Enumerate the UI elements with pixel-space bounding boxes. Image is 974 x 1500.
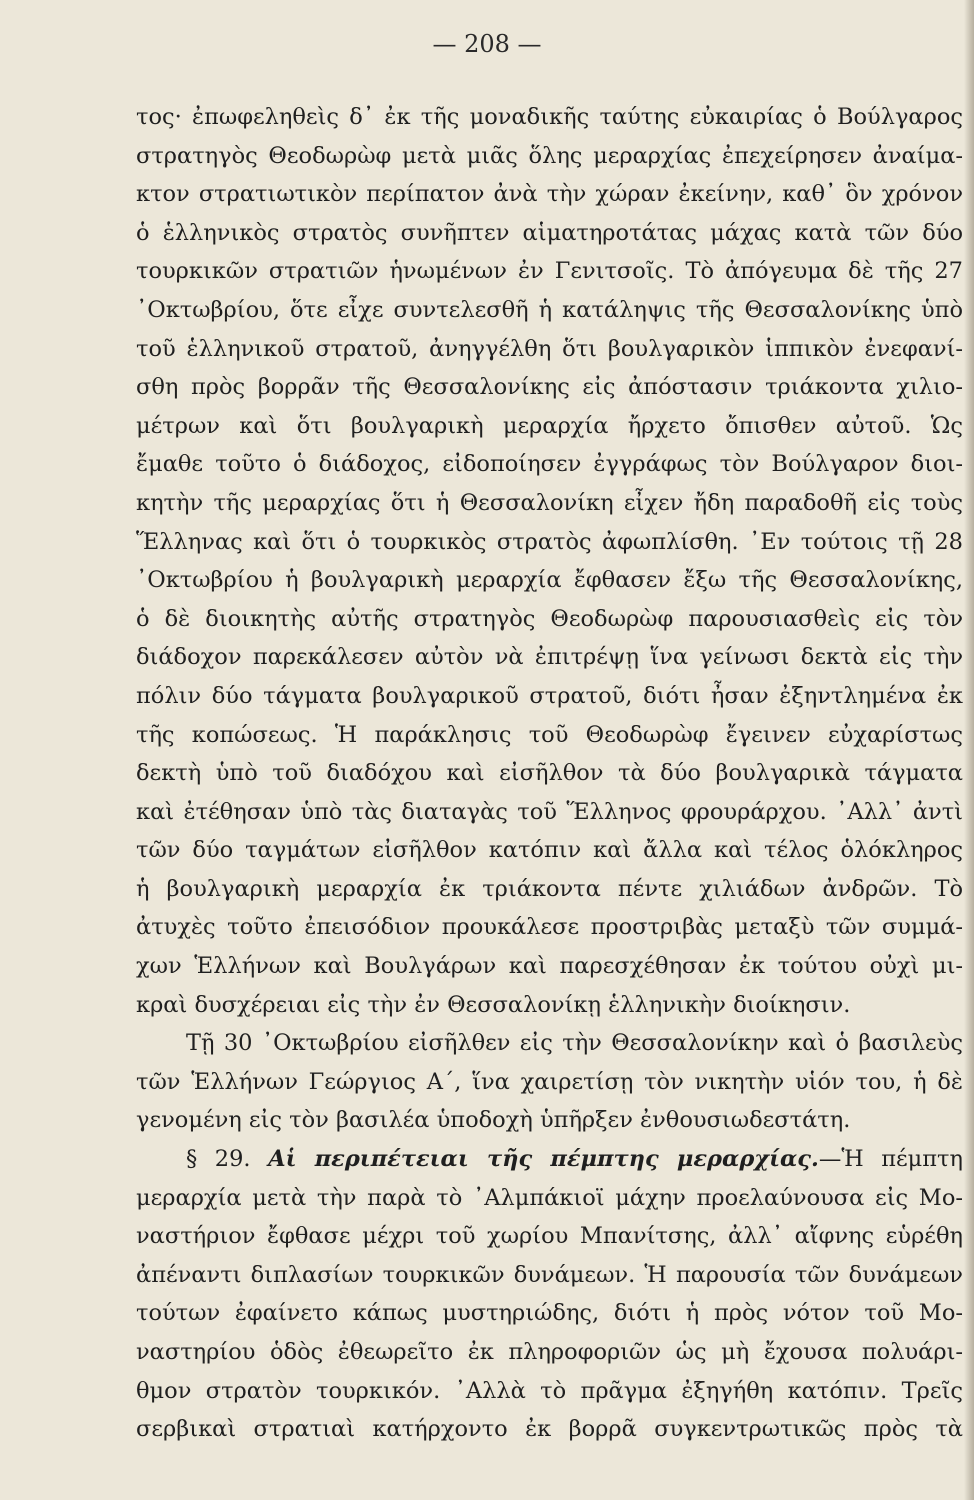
text-line: στρατηγὸς Θεοδωρὼφ μετὰ μιᾶς ὅλης μεραρχίας ἐπεχείρησεν ἀναίμα- [136,142,963,169]
text-line: τῶν Ἑλλήνων Γεώργιος Α΄, ἵνα χαιρετίσῃ τὸν νικητὴν υἱόν του, ἡ δὲ [136,1068,963,1095]
text-line: κητὴν τῆς μεραρχίας ὅτι ἡ Θεσσαλονίκη εἶχεν ἤδη παραδοθῆ εἰς τοὺς [136,489,963,516]
text-line: ἔμαθε τοῦτο ὁ διάδοχος, εἰδοποίησεν ἐγγράφως τὸν Βούλγαρον διοι- [136,451,963,478]
text-line: ἡ βουλγαρικὴ μεραρχία ἐκ τριάκοντα πέντε χιλιάδων ἀνδρῶν. Τὸ [136,875,963,902]
text-line: μέτρων καὶ ὅτι βουλγαρικὴ μεραρχία ἤρχετο ὄπισθεν αὐτοῦ. Ὡς [136,412,963,439]
section-heading-line [136,1140,963,1179]
text-line: θμον στρατὸν τουρκικόν. ᾽Αλλὰ τὸ πρᾶγμα ἐξηγήθη κατόπιν. Τρεῖς [136,1377,963,1404]
text-line: Ἕλληνας καὶ ὅτι ὁ τουρκικὸς στρατὸς ἀφωπλίσθη. ᾽Εν τούτοις τῇ 28 [136,528,963,555]
text-line: πόλιν δύο τάγματα βουλγαρικοῦ στρατοῦ, διότι ἦσαν ἐξηντλημένα ἐκ [136,682,963,709]
text-line: ναστήριον ἔφθασε μέχρι τοῦ χωρίου Μπανίτσης, ἀλλ᾽ αἴφνης εὑρέθη [136,1223,963,1250]
body-text [136,98,963,1449]
text-line: διάδοχον παρεκάλεσεν αὐτὸν νὰ ἐπιτρέψῃ ἵνα γείνωσι δεκτὰ εἰς τὴν [136,644,963,671]
text-line: κτον στρατιωτικὸν περίπατον ἀνὰ τὴν χώραν ἐκείνην, καθ᾽ ὃν χρόνον [136,181,963,208]
text-line: καὶ ἐτέθησαν ὑπὸ τὰς διαταγὰς τοῦ Ἕλληνος φρουράρχου. ᾽Αλλ᾽ ἀντὶ [136,798,963,825]
text-line: γενομένη εἰς τὸν βασιλέα ὑποδοχὴ ὑπῆρξεν ἐνθουσιωδεστάτη. [136,1107,851,1134]
section-number: § 29. [186,1146,251,1173]
text-line: μεραρχία μετὰ τὴν παρὰ τὸ ᾽Αλμπάκιοϊ μάχην προελαύνουσα εἰς Μο- [136,1184,963,1211]
text-line: τῆς κοπώσεως. Ἡ παράκλησις τοῦ Θεοδωρὼφ ἔγεινεν εὐχαρίστως [136,721,963,748]
text-line: κραὶ δυσχέρειαι εἰς τὴν ἐν Θεσσαλονίκῃ ἑλληνικὴν διοίκησιν. [136,991,851,1018]
page-number: — 208 — [432,30,542,58]
text-line: τος· ἐπωφεληθεὶς δ᾽ ἐκ τῆς μοναδικῆς ταύτης εὐκαιρίας ὁ Βούλγαρος [136,104,963,130]
text-line: ἀπέναντι διπλασίων τουρκικῶν δυνάμεων. Ἡ παρουσία τῶν δυνάμεων [136,1261,963,1288]
text-line: δεκτὴ ὑπὸ τοῦ διαδόχου καὶ εἰσῆλθον τὰ δύο βουλγαρικὰ τάγματα [136,760,963,787]
text-line: ᾽Οκτωβρίου, ὅτε εἶχε συντελεσθῆ ἡ κατάληψις τῆς Θεσσαλονίκης ὑπὸ [136,296,963,323]
text-line: τῶν δύο ταγμάτων εἰσῆλθον κατόπιν καὶ ἄλλα καὶ τέλος ὁλόκληρος [136,837,963,864]
text-line: τούτων ἐφαίνετο κάπως μυστηριώδης, διότι ἡ πρὸς νότον τοῦ Μο- [136,1300,963,1327]
text-line: ᾽Οκτωβρίου ἡ βουλγαρικὴ μεραρχία ἔφθασεν ἔξω τῆς Θεσσαλονίκης, [136,567,963,594]
section-title: Αἱ περιπέτειαι τῆς πέμπτης μεραρχίας. [268,1146,819,1173]
page-edge-shadow [964,0,974,1500]
text-line: τοῦ ἑλληνικοῦ στρατοῦ, ἀνηγγέλθη ὅτι βουλγαρικὸν ἱππικὸν ἐνεφανί- [136,335,963,362]
text-line: σερβικαὶ στρατιαὶ κατήρχοντο ἐκ βορρᾶ συγκεντρωτικῶς πρὸς τὰ [136,1416,963,1443]
paragraph-start-line: Τῇ 30 ᾽Οκτωβρίου εἰσῆλθεν εἰς τὴν Θεσσαλονίκην καὶ ὁ βασιλεὺς [186,1030,963,1057]
text-line: σθη πρὸς βορρᾶν τῆς Θεσσαλονίκης εἰς ἀπόστασιν τριάκοντα χιλιο- [136,374,963,401]
text-line: ναστηρίου ὁδὸς ἐθεωρεῖτο ἐκ πληροφοριῶν ὡς μὴ ἔχουσα πολυάρι- [136,1339,963,1365]
text-line: τουρκικῶν στρατιῶν ἡνωμένων ἐν Γενιτσοῖς. Τὸ ἀπόγευμα δὲ τῆς 27 [136,258,963,285]
text-line: ὁ δὲ διοικητὴς αὐτῆς στρατηγὸς Θεοδωρὼφ παρουσιασθεὶς εἰς τὸν [136,605,963,632]
text-line: ὁ ἑλληνικὸς στρατὸς συνῆπτεν αἱματηροτάτας μάχας κατὰ τῶν δύο [136,219,963,246]
text-line: χων Ἑλλήνων καὶ Βουλγάρων καὶ παρεσχέθησαν ἐκ τούτου οὐχὶ μι- [136,953,963,980]
text-line: ἀτυχὲς τοῦτο ἐπεισόδιον προυκάλεσε προστριβὰς μεταξὺ τῶν συμμά- [136,914,963,941]
section-first-line-text: —Ἡ πέμπτη [818,1146,963,1173]
